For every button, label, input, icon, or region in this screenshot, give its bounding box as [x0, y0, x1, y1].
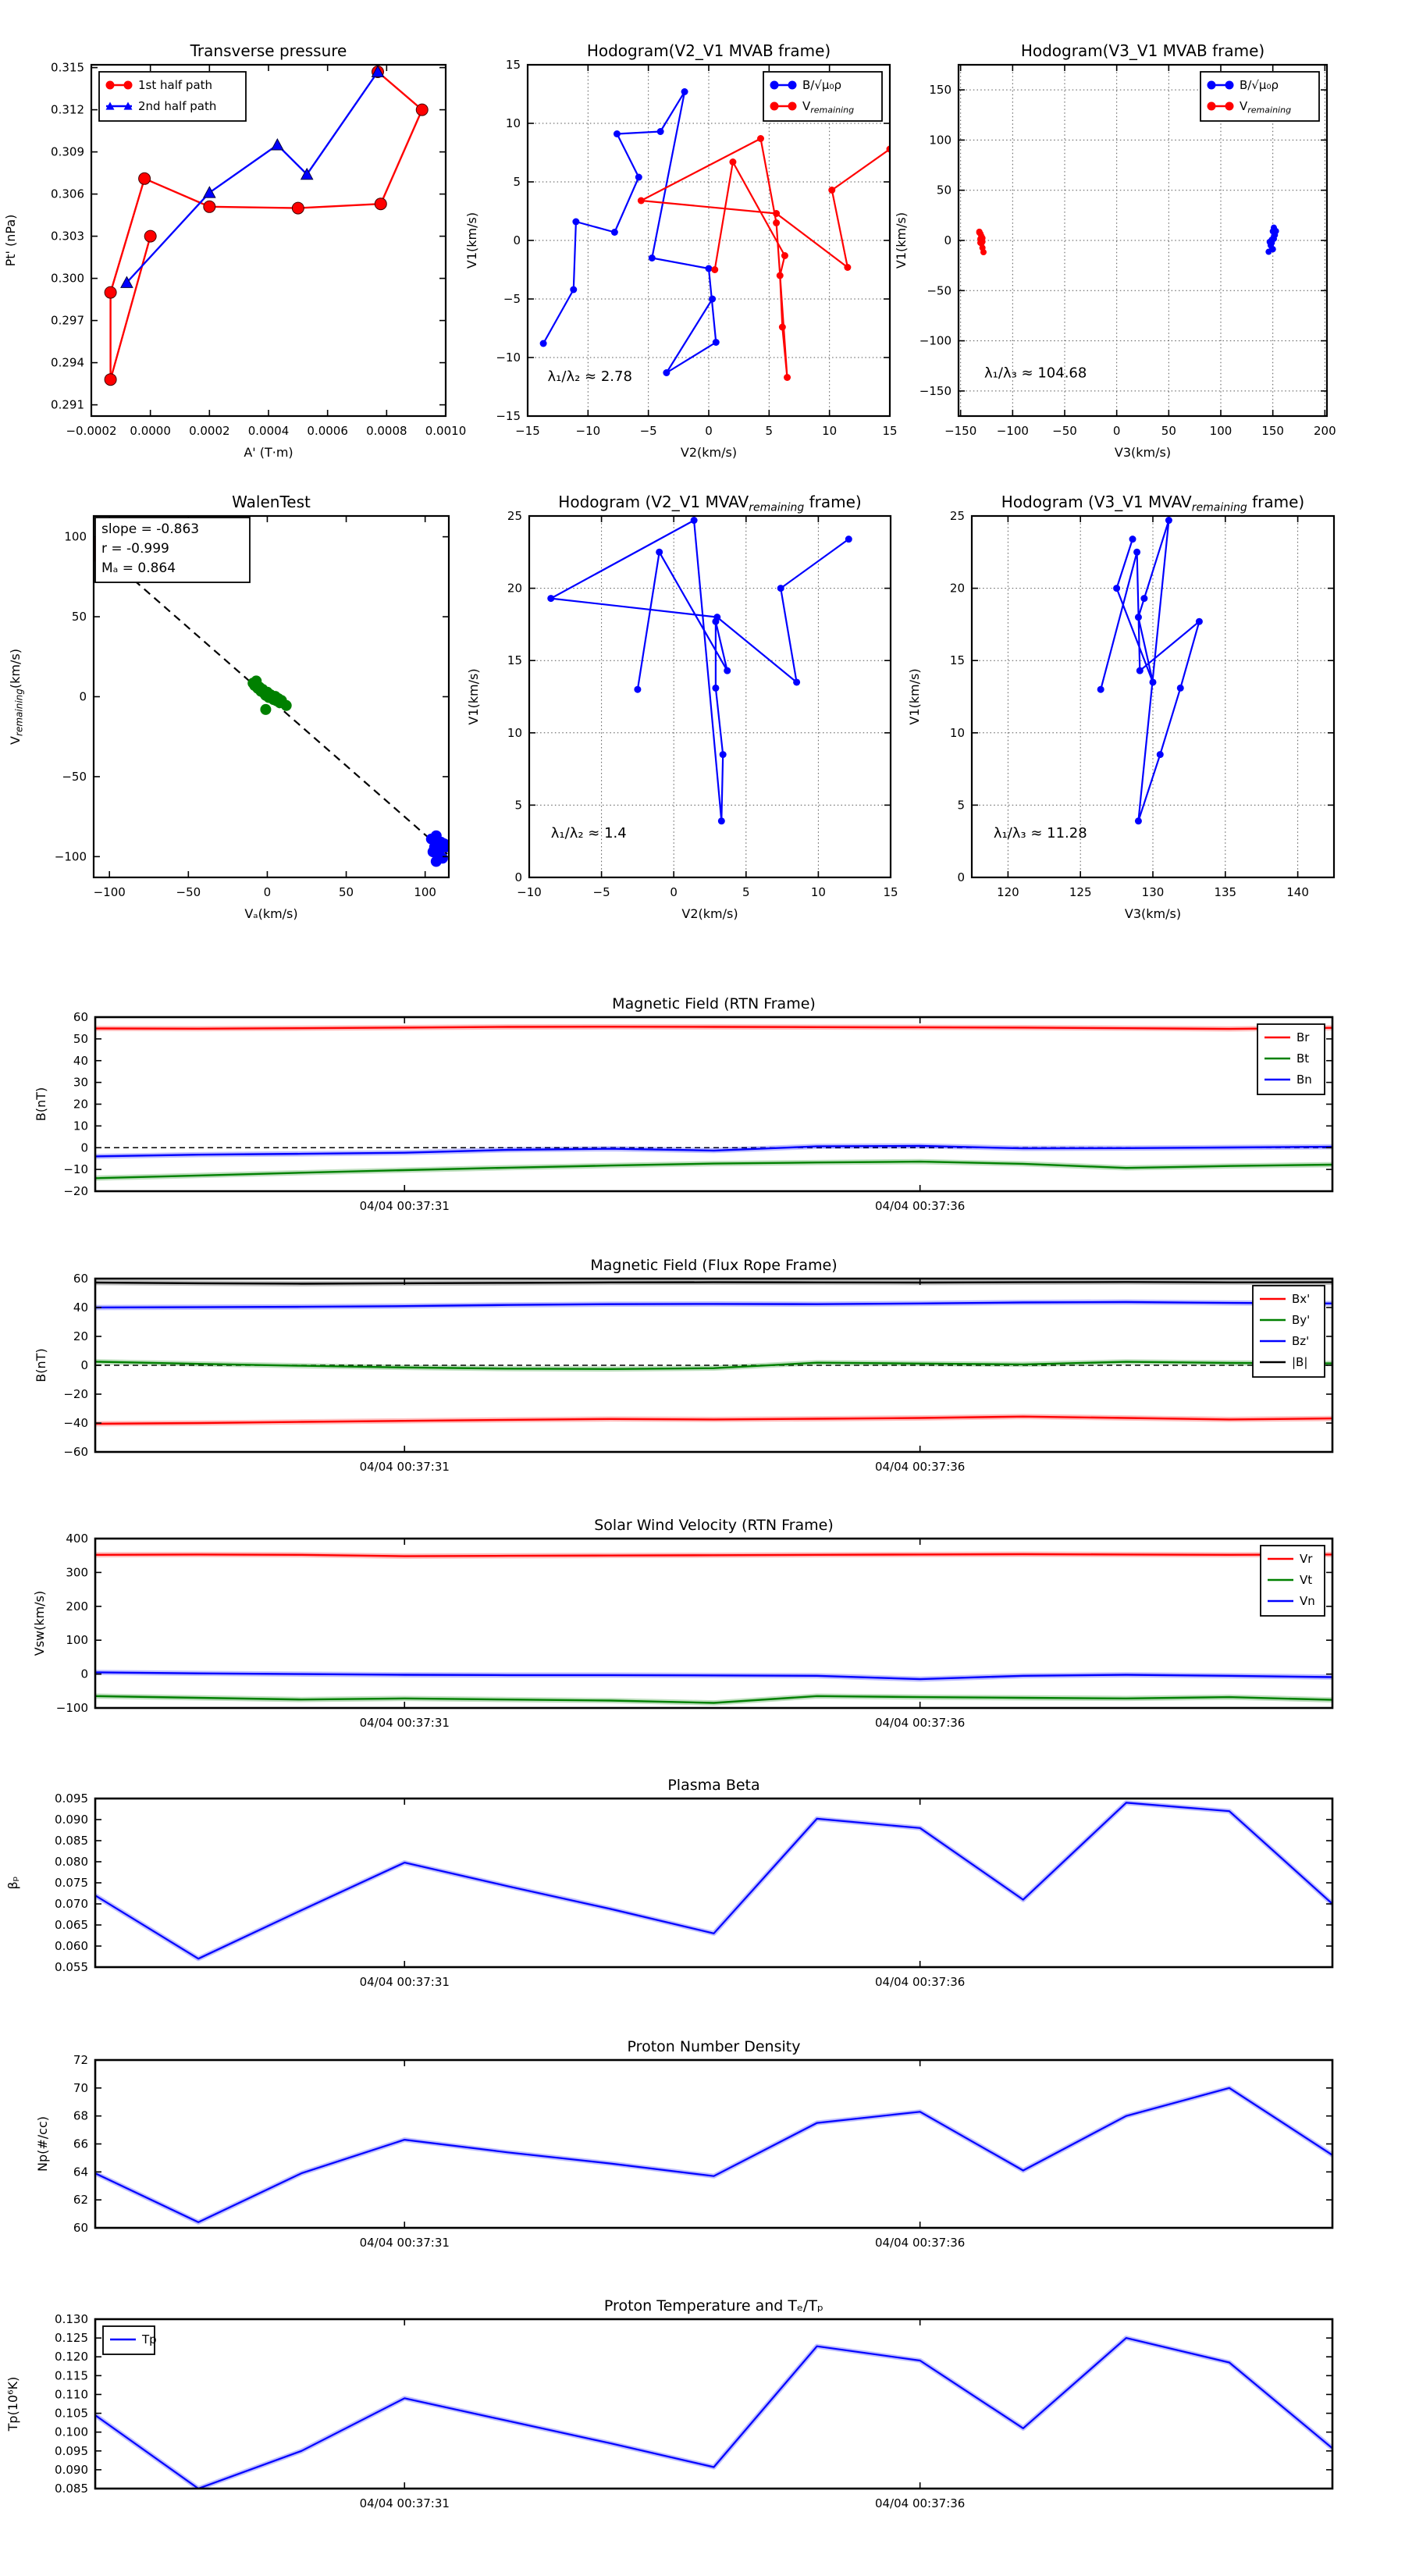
text-label: 0	[670, 885, 678, 899]
text-label: $V_{remaining}(km/s)$	[8, 649, 25, 745]
text-label: 0.306	[51, 187, 84, 201]
text-label: Bn	[1297, 1073, 1312, 1087]
text-label: Tp(10⁶K)	[5, 2376, 20, 2432]
text-label: −20	[63, 1387, 88, 1401]
text-label: −10	[517, 885, 542, 899]
text-label: −50	[176, 885, 201, 899]
text-label: −5	[639, 424, 657, 438]
text-label: V1(km/s)	[466, 668, 481, 725]
text-label: 5	[957, 798, 965, 813]
text-label: V2(km/s)	[681, 906, 738, 921]
ticks	[63, 1010, 1332, 1213]
series-area	[95, 1802, 1332, 1959]
text-label: Vr	[1300, 1552, 1313, 1566]
text-label: V3(km/s)	[1114, 445, 1172, 460]
text-label: 0.090	[55, 1813, 88, 1827]
series-area	[87, 538, 451, 867]
text-label: V1(km/s)	[894, 212, 909, 269]
text-label: −100	[919, 333, 951, 348]
text-label: 10	[507, 725, 522, 740]
text-label: 0.095	[55, 2443, 88, 2458]
plot-magnetic-field-flux-rope	[34, 1257, 1332, 1474]
text-label: Vt	[1300, 1573, 1313, 1587]
text-label: Vn	[1300, 1594, 1315, 1608]
legend	[1200, 72, 1319, 121]
series-0-line	[95, 2338, 1332, 2489]
text-label: Bz'	[1292, 1334, 1310, 1348]
text-label: 04/04 00:37:31	[359, 2236, 450, 2250]
text-label: 10	[949, 725, 965, 740]
text-label: −150	[944, 424, 977, 438]
text-label: 0	[80, 1140, 88, 1155]
text-label: V1(km/s)	[907, 668, 922, 725]
text-label: B/√μ₀ρ	[1240, 78, 1279, 92]
text-label: 0.090	[55, 2462, 88, 2477]
text-label: λ₁/λ₃ ≈ 11.28	[993, 825, 1087, 842]
text-label: 0.312	[51, 102, 84, 117]
text-label: 0.105	[55, 2406, 88, 2421]
text-label: 0.309	[51, 144, 84, 159]
text-label: 0.294	[51, 355, 84, 370]
plot-magnetic-field-rtn	[34, 995, 1332, 1213]
text-label: 10	[822, 424, 838, 438]
text-label: λ₁/λ₂ ≈ 2.78	[547, 368, 632, 385]
text-label: 15	[882, 424, 898, 438]
text-label: 200	[66, 1599, 88, 1614]
text-label: 04/04 00:37:36	[874, 1716, 966, 1730]
text-label: |B|	[1292, 1355, 1308, 1369]
series-0-line	[114, 563, 447, 854]
text-label: 100	[64, 529, 87, 544]
text-label: 120	[997, 885, 1019, 899]
text-label: 68	[73, 2108, 88, 2123]
text-label: 0.0002	[189, 424, 230, 438]
text-label: −100	[55, 1701, 88, 1715]
text-label: −100	[996, 424, 1029, 438]
text-label: −40	[63, 1416, 88, 1430]
text-label: 0.0006	[307, 424, 348, 438]
stats-textbox	[95, 518, 250, 582]
axes-spines	[95, 2060, 1332, 2228]
legend	[763, 72, 882, 121]
text-label: 0	[80, 1358, 88, 1372]
plot-hodogram-v2v1-mvav	[466, 493, 898, 921]
text-label: Hodogram(V2_V1 MVAB frame)	[586, 41, 831, 60]
series-area	[976, 225, 1279, 255]
text-label: 0.120	[55, 2350, 88, 2364]
text-label: 15	[949, 653, 965, 668]
text-label: 0.075	[55, 1876, 88, 1890]
text-label: 0.070	[55, 1897, 88, 1911]
text-label: 100	[1209, 424, 1232, 438]
text-label: −60	[63, 1445, 88, 1459]
text-label: 100	[66, 1633, 88, 1648]
series-area	[95, 2338, 1332, 2489]
text-label: Solar Wind Velocity (RTN Frame)	[594, 1517, 834, 1534]
text-label: −15	[515, 424, 540, 438]
text-label: 150	[1261, 424, 1284, 438]
plot-hodogram-v3v1-mvav	[907, 493, 1334, 921]
text-label: 30	[73, 1075, 88, 1090]
text-label: −100	[54, 849, 87, 864]
text-label: 300	[66, 1565, 88, 1580]
text-label: A' (T·m)	[244, 445, 293, 460]
ticks	[73, 2053, 1332, 2250]
text-label: B(nT)	[34, 1348, 48, 1382]
text-label: 70	[73, 2080, 88, 2095]
text-label: 20	[949, 581, 965, 596]
text-label: 0	[1112, 424, 1121, 438]
series-area	[95, 1026, 1332, 1178]
text-label: 0.300	[51, 271, 84, 286]
text-label: 04/04 00:37:36	[874, 1460, 966, 1474]
text-label: 0	[80, 1667, 88, 1681]
text-label: 135	[1214, 885, 1237, 899]
text-label: 04/04 00:37:31	[359, 1975, 450, 1989]
text-label: 04/04 00:37:36	[874, 2236, 966, 2250]
text-label: 15	[507, 653, 522, 668]
text-label: 04/04 00:37:36	[874, 1975, 966, 1989]
text-label: Proton Number Density	[627, 2038, 801, 2055]
text-label: Np(#/cc)	[35, 2116, 50, 2172]
series-0-line	[551, 521, 849, 821]
text-label: WalenTest	[232, 493, 311, 511]
text-label: 100	[929, 133, 951, 148]
text-label: $V_{remaining}$	[802, 99, 855, 116]
series-area	[95, 1554, 1332, 1703]
text-label: 0.291	[51, 397, 84, 412]
text-label: 140	[1286, 885, 1309, 899]
text-label: 0.080	[55, 1855, 88, 1869]
text-label: 0.303	[51, 229, 84, 244]
text-label: 04/04 00:37:36	[874, 2496, 966, 2510]
text-label: Vsw(km/s)	[32, 1590, 47, 1656]
text-label: 0.130	[55, 2312, 88, 2326]
text-label: −0.0002	[66, 424, 117, 438]
text-label: 15	[883, 885, 898, 899]
text-label: 50	[339, 885, 354, 899]
text-label: B/√μ₀ρ	[802, 78, 841, 92]
text-label: 130	[1141, 885, 1165, 899]
text-label: −50	[1052, 424, 1077, 438]
text-label: 60	[73, 2221, 88, 2235]
text-label: −10	[496, 350, 521, 365]
text-label: Hodogram(V3_V1 MVAB frame)	[1020, 41, 1265, 60]
text-label: 100	[414, 885, 436, 899]
text-label: 10	[505, 116, 521, 130]
plot-solar-wind-velocity	[32, 1517, 1332, 1730]
text-label: λ₁/λ₂ ≈ 1.4	[550, 825, 627, 842]
text-label: Magnetic Field (Flux Rope Frame)	[590, 1257, 838, 1274]
series-area	[1097, 517, 1203, 824]
text-label: Hodogram (V3_V1 $MVAV_{remaining}$ frame)	[1001, 493, 1305, 514]
text-label: 60	[73, 1272, 88, 1286]
series-area	[95, 1282, 1332, 1424]
text-label: 0.110	[55, 2387, 88, 2402]
text-label: 0.0000	[130, 424, 171, 438]
text-label: 20	[507, 581, 522, 596]
text-label: 10	[73, 1119, 88, 1133]
text-label: 1st half path	[138, 78, 213, 92]
text-label: 0	[944, 233, 951, 247]
text-label: 66	[73, 2137, 88, 2151]
text-label: 50	[936, 183, 951, 197]
text-label: 40	[73, 1300, 88, 1315]
text-label: −5	[503, 292, 521, 306]
plot-hodogram-v2v1-mvab	[464, 41, 898, 460]
text-label: 400	[66, 1532, 88, 1546]
axes-spines	[95, 1799, 1332, 1967]
series-0-line	[1101, 521, 1199, 821]
axes-spines	[95, 1539, 1332, 1708]
text-label: 5	[513, 175, 521, 189]
text-label: 150	[929, 83, 951, 98]
text-label: Magnetic Field (RTN Frame)	[612, 995, 816, 1012]
text-label: 40	[73, 1053, 88, 1068]
text-label: 62	[73, 2193, 88, 2208]
text-label: By'	[1292, 1313, 1311, 1327]
text-label: 0.0008	[366, 424, 407, 438]
text-label: λ₁/λ₃ ≈ 104.68	[984, 365, 1087, 382]
text-label: 0.065	[55, 1918, 88, 1932]
text-label: −150	[919, 383, 951, 398]
text-label: 04/04 00:37:31	[359, 2496, 450, 2510]
text-label: 2nd half path	[138, 99, 217, 113]
text-label: Transverse pressure	[190, 41, 347, 60]
text-label: 0.085	[55, 2482, 88, 2496]
text-label: 25	[507, 509, 522, 523]
legend	[99, 72, 246, 121]
text-label: Hodogram (V2_V1 $MVAV_{remaining}$ frame)	[558, 493, 862, 514]
text-label: Plasma Beta	[667, 1777, 760, 1794]
text-label: 0	[514, 870, 522, 884]
text-label: r = -0.999	[101, 541, 169, 557]
text-label: 0.095	[55, 1791, 88, 1806]
legend	[1261, 1546, 1325, 1616]
text-label: 0.115	[55, 2368, 88, 2383]
text-label: 0.085	[55, 1834, 88, 1848]
text-label: 5	[514, 798, 522, 813]
text-label: 0.100	[55, 2425, 88, 2439]
text-label: Tp	[142, 2332, 157, 2347]
text-label: −20	[63, 1184, 88, 1198]
text-label: −5	[592, 885, 610, 899]
plot-plasma-beta	[5, 1777, 1332, 1989]
series-0-line	[543, 92, 716, 373]
plot-walen-test	[8, 493, 451, 921]
text-label: 72	[73, 2053, 88, 2067]
plot-proton-temperature	[5, 2297, 1332, 2510]
text-label: 50	[71, 610, 87, 624]
plot-transverse-pressure	[3, 41, 466, 460]
text-label: −15	[496, 409, 521, 423]
text-label: B(nT)	[34, 1087, 48, 1122]
ticks	[55, 1791, 1332, 1989]
text-label: 0.297	[51, 313, 84, 328]
text-label: Mₐ = 0.864	[101, 560, 176, 576]
legend	[1253, 1286, 1325, 1377]
text-label: 0	[263, 885, 272, 899]
text-label: $V_{remaining}$	[1240, 99, 1292, 116]
series-area	[95, 2088, 1332, 2222]
text-label: 0.315	[51, 60, 84, 75]
text-label: 0.060	[55, 1939, 88, 1953]
text-label: 125	[1069, 885, 1092, 899]
text-label: 04/04 00:37:31	[359, 1460, 450, 1474]
text-label: 10	[810, 885, 826, 899]
text-label: 0	[705, 424, 713, 438]
text-label: Pt' (nPa)	[3, 214, 18, 267]
text-label: 04/04 00:37:36	[874, 1199, 966, 1213]
text-label: slope = -0.863	[101, 521, 200, 537]
text-label: 04/04 00:37:31	[359, 1716, 450, 1730]
series-area	[547, 517, 852, 824]
text-label: 0.0010	[425, 424, 467, 438]
text-label: 0	[79, 689, 87, 704]
text-label: 15	[505, 58, 521, 72]
legend	[103, 2326, 157, 2354]
text-label: βₚ	[5, 1876, 20, 1890]
text-label: Vₐ(km/s)	[244, 906, 298, 921]
text-label: 64	[73, 2165, 88, 2179]
text-label: −100	[93, 885, 126, 899]
text-label: 0	[513, 233, 521, 247]
text-label: 50	[1161, 424, 1176, 438]
text-label: Proton Temperature and Tₑ/Tₚ	[603, 2297, 824, 2314]
text-label: 0	[957, 870, 965, 884]
text-label: Bx'	[1292, 1292, 1311, 1306]
text-label: −50	[927, 283, 951, 298]
text-label: V2(km/s)	[680, 445, 738, 460]
series-1-line	[641, 139, 890, 378]
text-label: 5	[765, 424, 774, 438]
text-label: V3(km/s)	[1124, 906, 1182, 921]
text-label: 50	[73, 1031, 88, 1046]
text-label: 25	[949, 509, 965, 523]
text-label: 60	[73, 1010, 88, 1024]
legend	[1257, 1024, 1325, 1094]
text-label: 0.0004	[247, 424, 290, 438]
text-label: 20	[73, 1097, 88, 1112]
text-label: V1(km/s)	[464, 212, 479, 269]
text-label: Br	[1297, 1030, 1310, 1044]
text-label: −10	[575, 424, 601, 438]
plot-proton-number-density	[35, 2038, 1332, 2250]
text-label: 5	[742, 885, 750, 899]
text-label: −10	[63, 1162, 88, 1177]
text-label: Bt	[1297, 1051, 1310, 1066]
text-label: 04/04 00:37:31	[359, 1199, 450, 1213]
text-label: 0.055	[55, 1960, 88, 1974]
text-label: −50	[62, 769, 87, 784]
plot-hodogram-v3v1-mvab	[894, 41, 1336, 460]
series-area	[540, 88, 894, 381]
text-label: 0.125	[55, 2331, 88, 2346]
text-label: 200	[1314, 424, 1336, 438]
text-label: 20	[73, 1329, 88, 1343]
